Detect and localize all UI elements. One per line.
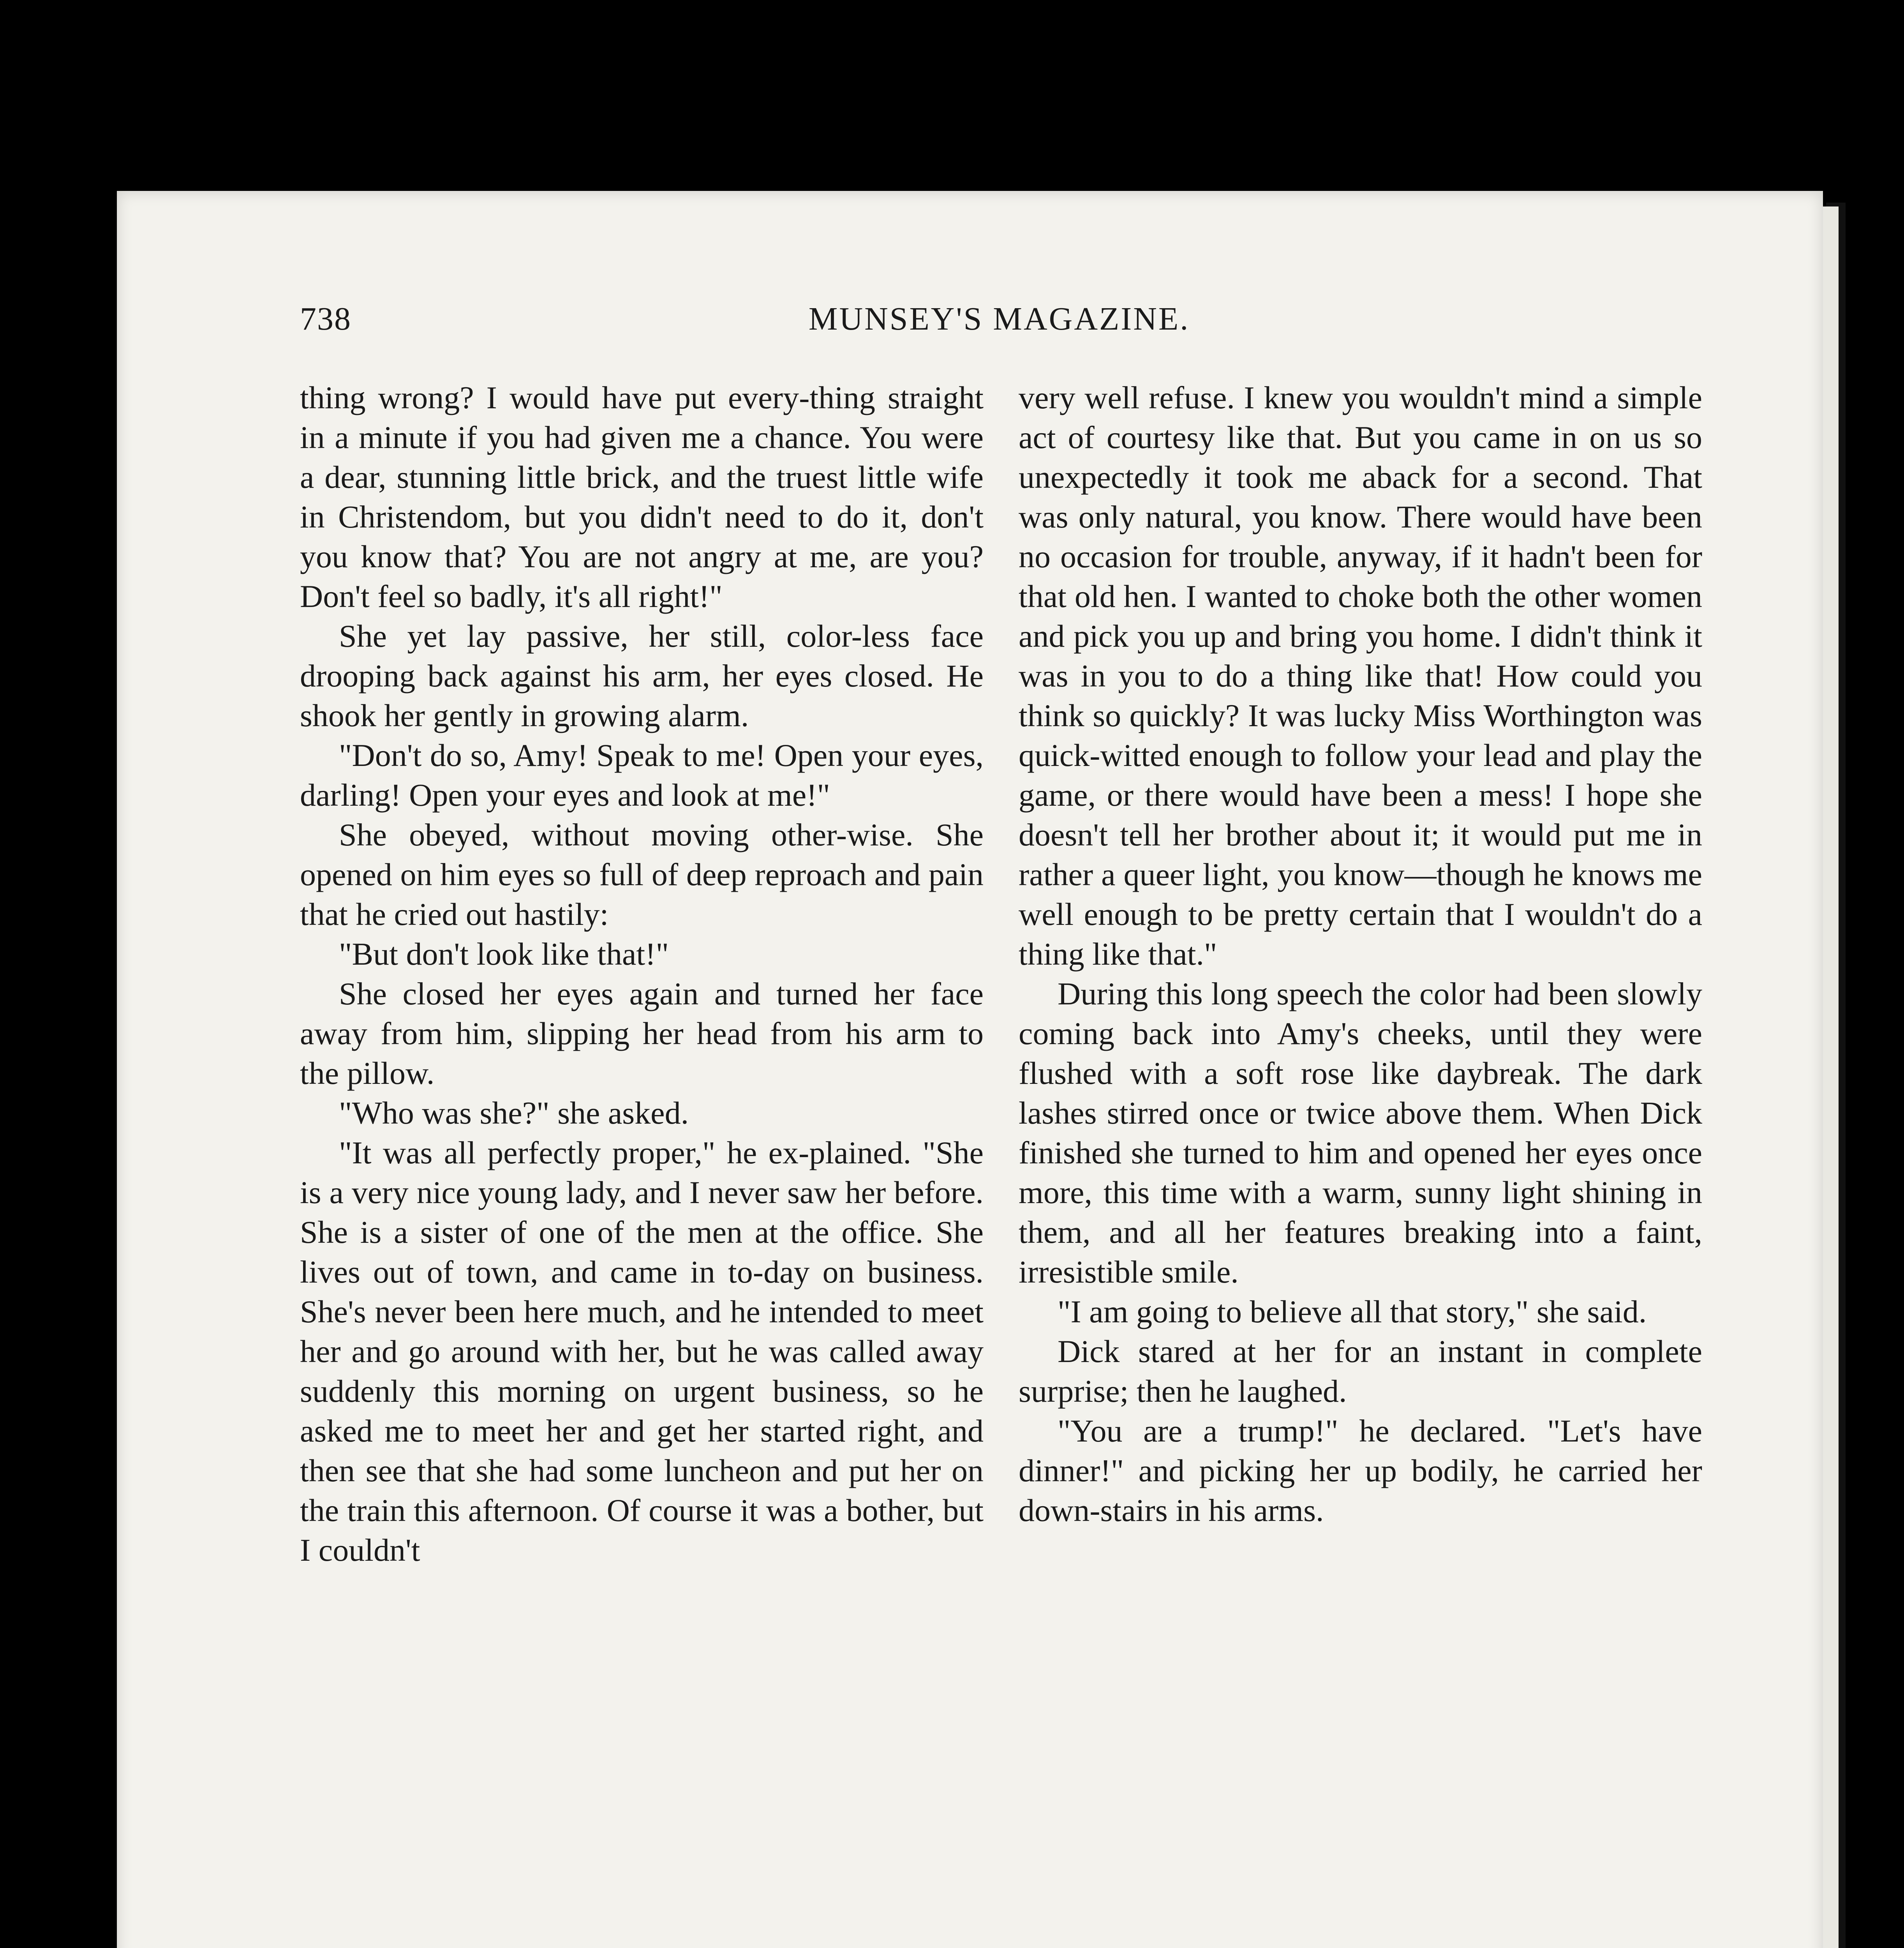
- story-paragraph: thing wrong? I would have put every-thing straight in a minute if you had given me a chance. You were a dear, stunning little brick, and the truest little wife in Christendom, but you didn't need to do it, don't you know that? You are not angry at me, are you? Don't feel so badly, it's all right!": [300, 380, 984, 614]
- story-paragraph: Dick stared at her for an instant in complete surprise; then he laughed.: [1019, 1334, 1702, 1409]
- story-column-left: [300, 378, 984, 1570]
- story-paragraph: During this long speech the color had been slowly coming back into Amy's cheeks, until they were flushed with a soft rose like daybreak. The dark lashes stirred once or twice above them. When Dick finished she turned to him and opened her eyes once more, this time with a warm, sunny light shining in them, and all her features breaking into a faint, irresistible smile.: [1019, 976, 1702, 1290]
- story-paragraph: She obeyed, without moving other-wise. She opened on him eyes so full of deep reproach and pain that he cried out hastily:: [300, 817, 984, 932]
- story-paragraph: "You are a trump!" he declared. "Let's have dinner!" and picking her up bodily, he carried her down-stairs in his arms.: [1019, 1413, 1702, 1528]
- story-paragraph: "It was all perfectly proper," he ex-plained. "She is a very nice young lady, and I never saw her before. She is a sister of one of the men at the office. She lives out of town, and came in to-day on business. She's never been here much, and he intended to meet her and go around with her, but he was called away suddenly this morning on urgent business, so he asked me to meet her and get her started right, and then see that she had some luncheon and put her on the train this afternoon. Of course it was a bother, but I couldn't: [300, 1135, 984, 1568]
- story-paragraph: "I am going to believe all that story," she said.: [1058, 1294, 1647, 1329]
- story-paragraph: "Don't do so, Amy! Speak to me! Open your eyes, darling! Open your eyes and look at me!": [300, 738, 984, 813]
- story-paragraph: "Who was she?" she asked.: [339, 1095, 689, 1131]
- running-head: [300, 300, 1698, 343]
- story-paragraph: She yet lay passive, her still, color-less face drooping back against his arm, her eyes closed. He shook her gently in growing alarm.: [300, 618, 984, 733]
- magazine-title: MUNSEY'S MAGAZINE.: [808, 301, 1190, 337]
- page-number: 738: [300, 301, 351, 337]
- story-paragraph: very well refuse. I knew you wouldn't mind a simple act of courtesy like that. But you came in on us so unexpectedly it took me aback for a second. That was only natural, you know. There would have been no occasion for trouble, anyway, if it hadn't been for that old hen. I wanted to choke both the other women and pick you up and bring you home. I didn't think it was in you to do a thing like that! How could you think so quickly? It was lucky Miss Worthington was quick-witted enough to follow your lead and play the game, or there would have been a mess! I hope she doesn't tell her brother about it; it would put me in rather a queer light, you know—though he knows me well enough to be pretty certain that I wouldn't do a thing like that.": [1019, 380, 1702, 972]
- story-column-right: [1019, 378, 1702, 1530]
- story-paragraph: She closed her eyes again and turned her face away from him, slipping her head from his arm to the pillow.: [300, 976, 984, 1091]
- story-paragraph: "But don't look like that!": [339, 936, 669, 972]
